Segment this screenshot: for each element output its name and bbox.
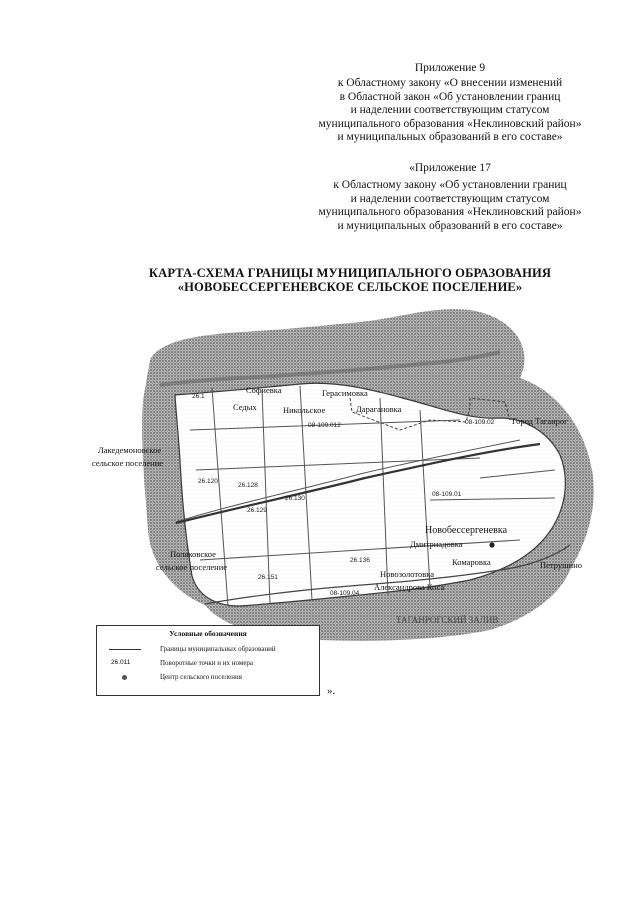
label-komarovka: Комаровка [452,557,491,567]
title-line-1: КАРТА-СХЕМА ГРАНИЦЫ МУНИЦИПАЛЬНОГО ОБРАЗОВАНИЯ [148,266,552,280]
label-dmitriadovka: Дмитриадовка [410,539,463,549]
appendix-line: муниципального образования «Неклиновский район» [318,206,582,219]
label-alexkosa: Александрова Коса [374,582,445,592]
settlement-center-icon [122,675,127,680]
legend-title: Условные обозначения [169,629,247,638]
appendix-line: и муниципальных образований в его составе» [337,131,563,144]
label-polyakov-2: сельское поселение [156,562,228,572]
label-petrushino: Петрушино [540,560,583,570]
appendix-line: и наделении соответствующим статусом [350,104,550,117]
legend-label: Центр сельского поселения [160,673,242,681]
label-bay: ТАГАНРОГСКИЙ ЗАЛИВ [396,615,499,625]
label-lakedemon-1: Лакедемоновское [98,445,162,455]
label-lakedemon-2: сельское поселение [92,458,164,468]
appendix-line: и наделении соответствующим статусом [350,192,550,205]
label-sedykh: Седых [233,402,257,412]
label-novobes: Новобессергеневка [425,525,508,536]
appendix-line: муниципального образования «Неклиновский район» [318,117,582,130]
boundary-line-icon [109,649,141,650]
point-label: 26.130 [285,495,305,502]
label-novozolotovka: Новозолотовка [380,569,435,579]
appendix-line: к Областному закону «Об установлении границ [333,179,567,192]
point-label: 26.151 [258,574,278,581]
point-label: 08-109.012 [308,422,341,429]
point-number-sample: 26.011 [111,659,131,666]
label-nikolskoe: Никольское [283,405,326,415]
closing-quote: ». [327,685,336,697]
settlement-center-marker [489,542,494,547]
appendix-number: «Приложение 17 [409,162,491,174]
legend-label: Поворотные точки и их номера [160,659,254,667]
point-label: 26.120 [198,478,218,485]
legend-label: Границы муниципальных образований [160,645,276,653]
point-label: 08-109.04 [330,590,360,597]
label-gerasimovka: Герасимовка [322,388,368,398]
appendix-line: и муниципальных образований в его составе» [337,219,563,232]
point-label: 26.129 [247,507,267,514]
point-label: 26.136 [350,557,370,564]
label-sofievka: Софиевка [246,385,282,395]
label-polyakov-1: Поляковское [170,549,216,559]
map-legend [96,625,320,696]
point-label: 26.128 [238,482,258,489]
point-label: 26.1 [192,393,205,400]
point-label: 08-109.02 [465,419,495,426]
appendix-number: Приложение 9 [414,62,486,74]
appendix-line: в Областной закон «Об установлении границ [339,90,561,103]
label-taganrog: Город Таганрог [512,416,568,426]
appendix-line: к Областному закону «О внесении изменений [337,77,563,90]
point-label: 08-109.01 [432,491,462,498]
title-line-2: «НОВОБЕССЕРГЕНЕВСКОЕ СЕЛЬСКОЕ ПОСЕЛЕНИЕ» [177,280,523,294]
label-daragan: Дарагановка [356,404,402,414]
